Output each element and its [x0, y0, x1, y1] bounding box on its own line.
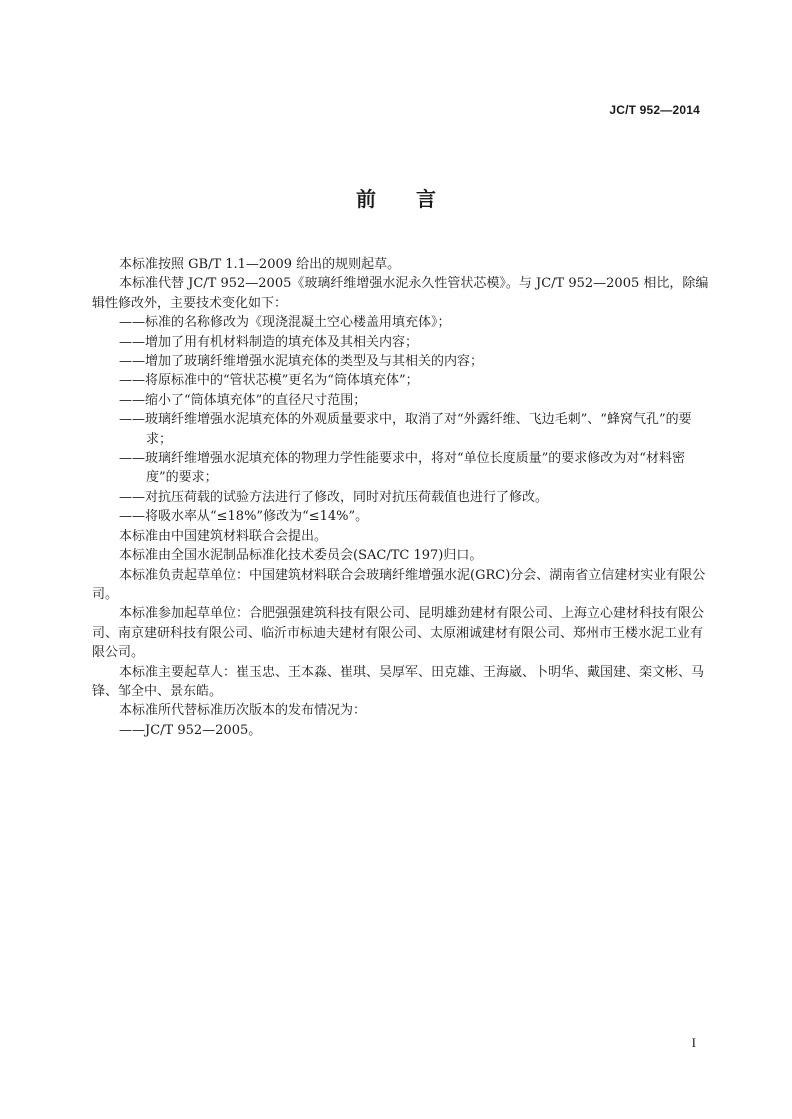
page-number: I	[691, 1035, 696, 1050]
paragraph-main-drafters: 本标准主要起草人：崔玉忠、王本淼、崔琪、吴厚军、田克雄、王海崴、卜明华、戴国建、栾文彬、马锋、邹全中、景东皓。	[92, 664, 705, 699]
paragraph-history: 本标准所代替标准历次版本的发布情况为：	[119, 703, 367, 719]
change-item: ——标准的名称修改为《现浇混凝土空心楼盖用填充体》；	[119, 315, 451, 331]
change-item: ——增加了用有机材料制造的填充体及其相关内容；	[119, 334, 419, 350]
change-item: ——缩小了“筒体填充体”的直径尺寸范围；	[119, 392, 367, 408]
change-item: ——对抗压荷载的试验方法进行了修改，同时对抗压荷载值也进行了修改。	[119, 489, 549, 505]
paragraph-drafting-rule: 本标准按照 GB/T 1.1—2009 给出的规则起草。	[119, 257, 401, 272]
paragraph-lead-drafter: 本标准负责起草单位：中国建筑材料联合会玻璃纤维增强水泥(GRC)分会、湖南省立信建材实业有限公司。	[92, 567, 706, 602]
change-item: ——玻璃纤维增强水泥填充体的物理力学性能要求中，将对“单位长度质量”的要求修改为对“材料密度”的要求；	[119, 451, 685, 486]
change-item: ——将原标准中的“管状芯模”更名为“筒体填充体”；	[119, 373, 419, 389]
paragraph-committee: 本标准由全国水泥制品标准化技术委员会(SAC/TC 197)归口。	[119, 548, 483, 564]
paragraph-replacement: 本标准代替 JC/T 952—2005《玻璃纤维增强水泥永久性管状芯模》。与 JC/T 952—2005 相比，除编辑性修改外，主要技术变化如下：	[92, 276, 709, 311]
change-item: ——将吸水率从“≤18%”修改为“≤14%”。	[119, 509, 369, 525]
paragraph-participating-drafters: 本标准参加起草单位：合肥强强建筑科技有限公司、昆明雄劲建材有限公司、上海立心建材科技有限公司、南京建研科技有限公司、临沂市标迪夫建材有限公司、太原湘诚建材有限公司、郑州市王楼水泥工业有限公司。	[92, 606, 705, 661]
document-body	[92, 255, 709, 740]
standard-code: JC/T 952—2014	[609, 103, 700, 117]
paragraph-proposer: 本标准由中国建筑材料联合会提出。	[119, 528, 328, 544]
title-text: 前言	[356, 187, 476, 211]
page-title	[0, 183, 792, 212]
history-item: ——JC/T 952—2005。	[119, 722, 262, 738]
change-item: ——增加了玻璃纤维增强水泥填充体的类型及与其相关的内容；	[119, 354, 484, 370]
change-item: ——玻璃纤维增强水泥填充体的外观质量要求中，取消了对“外露纤维、飞边毛刺”、“蜂窝气孔”的要求；	[119, 412, 692, 447]
